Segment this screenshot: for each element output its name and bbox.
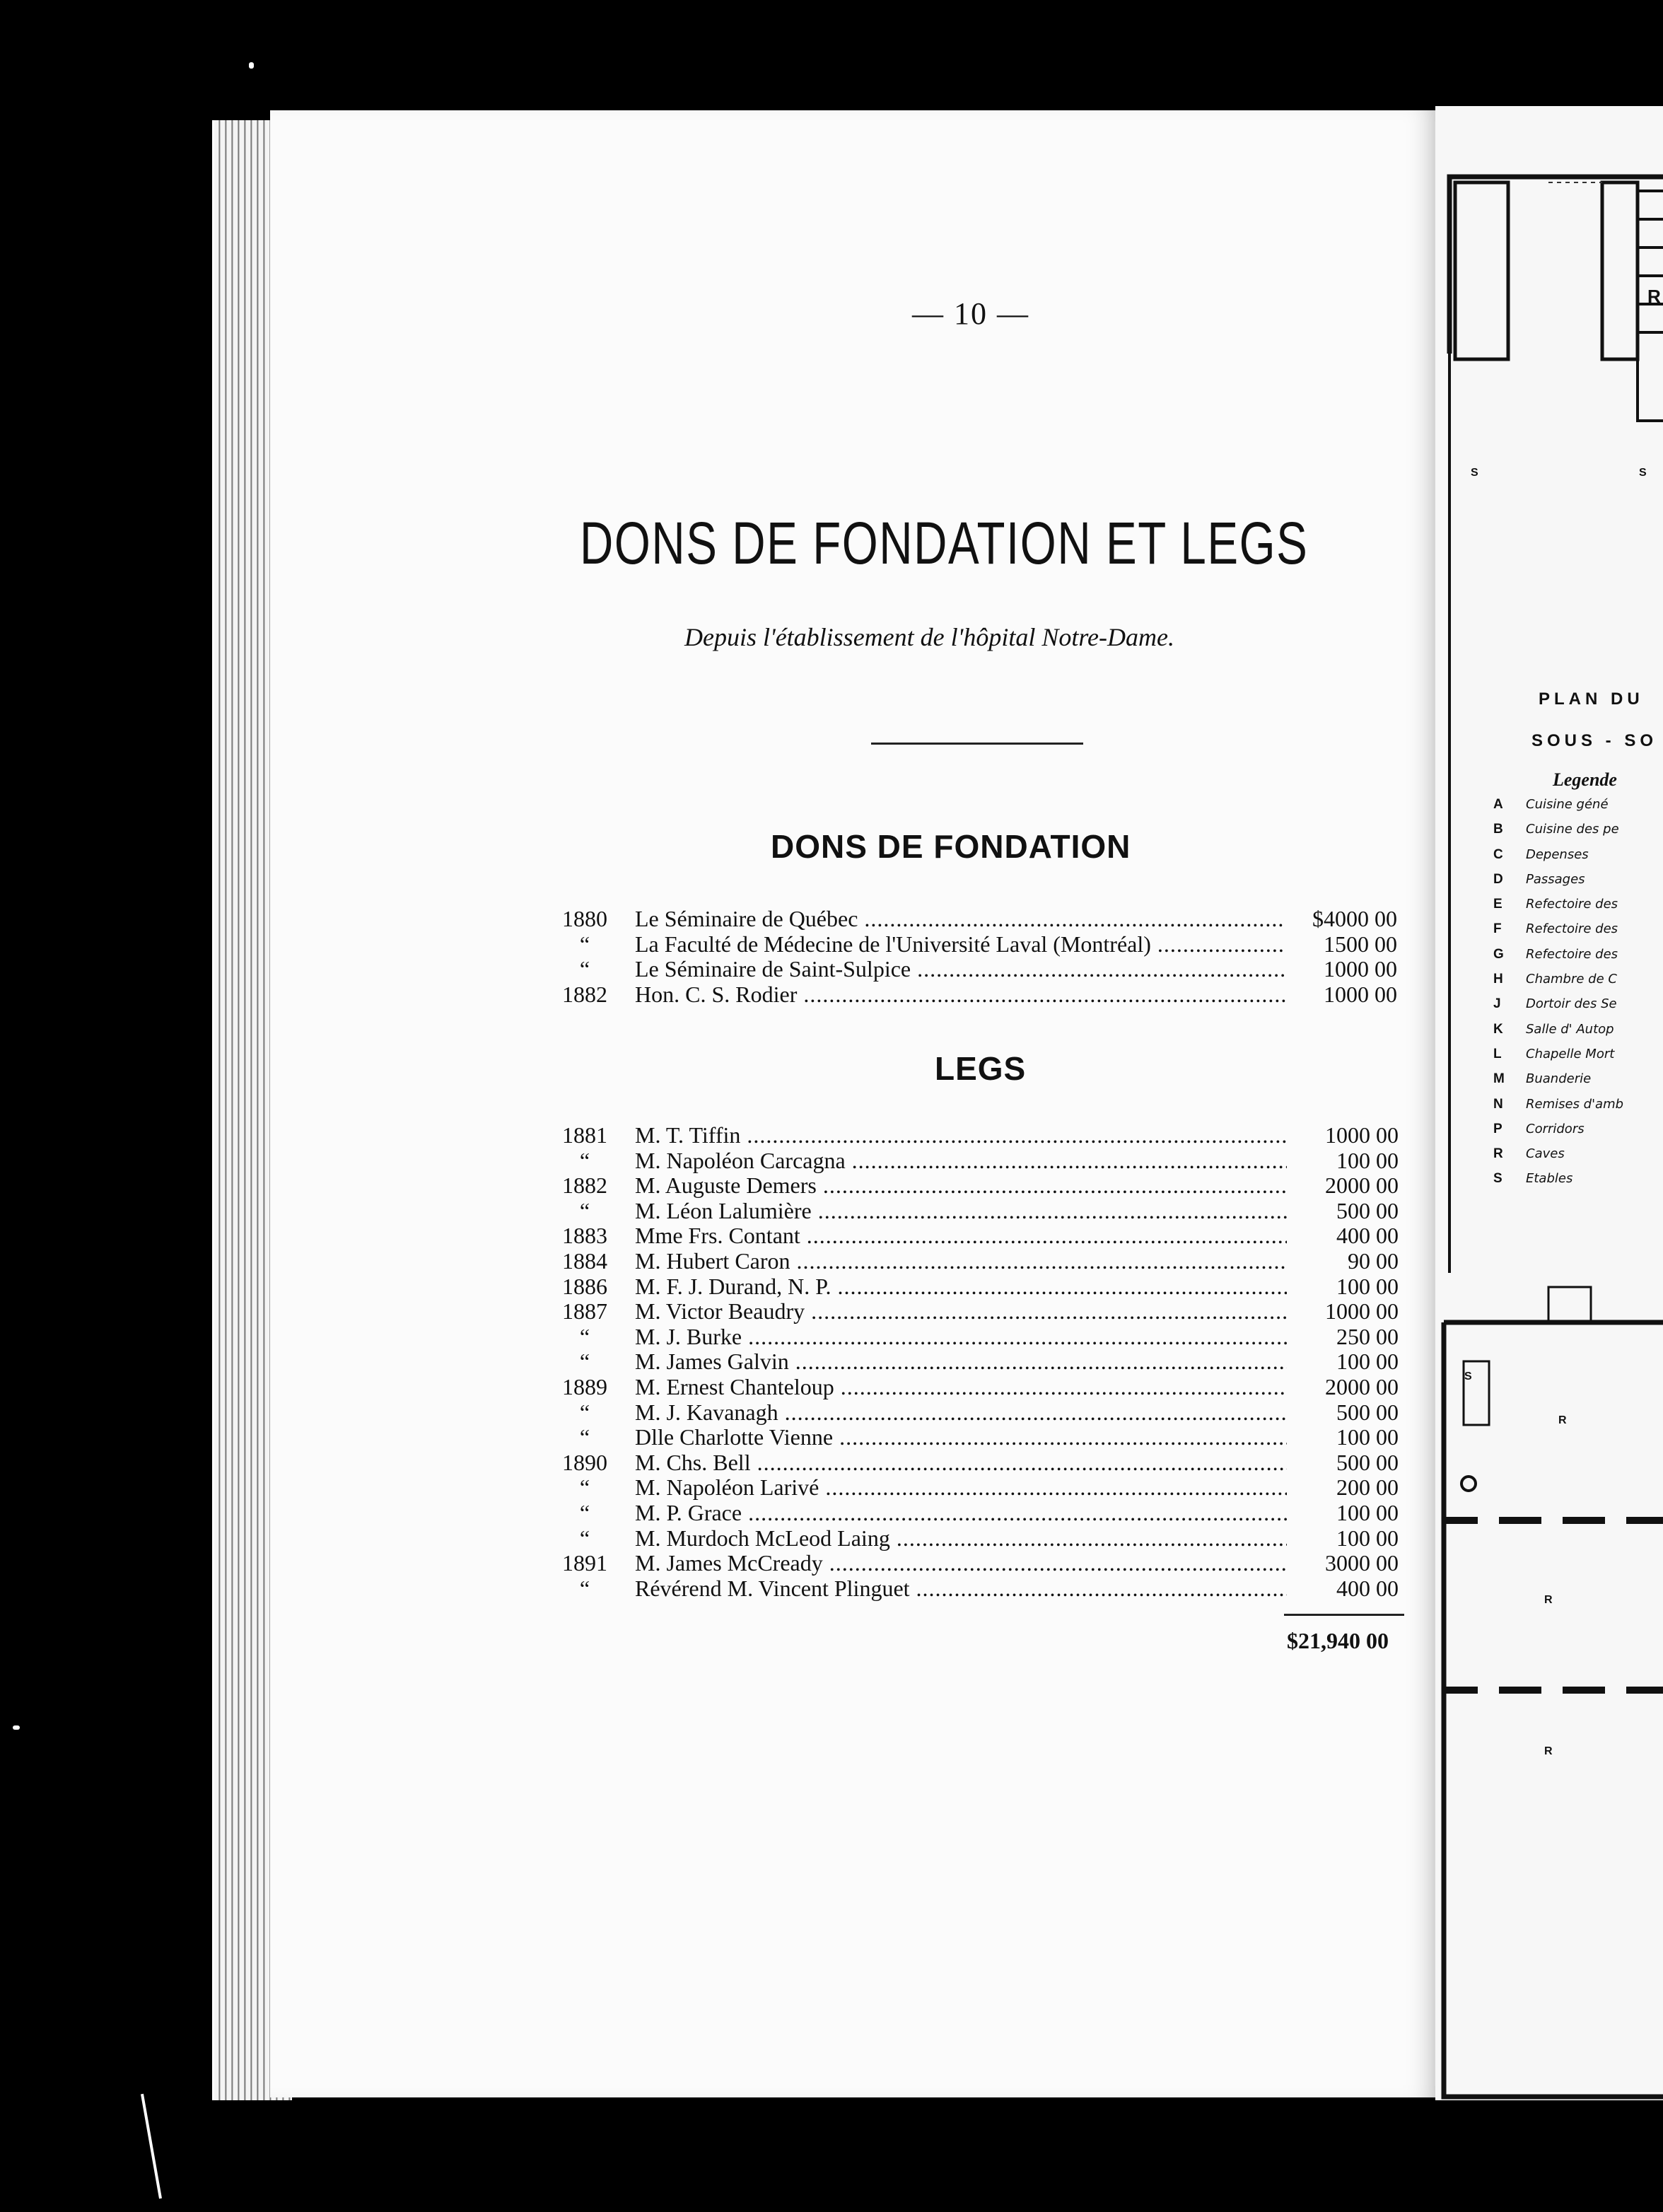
year: “ — [579, 1499, 590, 1525]
ledger-row — [559, 1551, 1407, 1576]
room-label: R — [1544, 1745, 1553, 1757]
legatee: M. Victor Beaudry ..... — [635, 1299, 1342, 1325]
legend-key: A — [1493, 797, 1503, 812]
year: 1886 — [562, 1273, 607, 1299]
legatee: M. James Galvin ..... — [635, 1349, 1342, 1375]
ledger-row — [559, 1325, 1407, 1350]
scan-speck — [13, 1725, 20, 1730]
legend-key: K — [1493, 1021, 1503, 1037]
legs-heading: LEGS — [935, 1050, 1027, 1087]
donor: La Faculté de Médecine de l'Université Laval (Montréal) ..... — [635, 932, 1352, 957]
legatee: M. James McCready ..... — [635, 1551, 1342, 1576]
year: “ — [579, 1349, 590, 1375]
amount: 400 00 — [1287, 1223, 1399, 1249]
legend-item — [1493, 942, 1663, 967]
ledger-row — [559, 932, 1407, 957]
ledger-row — [559, 1501, 1407, 1526]
amount: 2000 00 — [1287, 1375, 1399, 1400]
legend-item — [1493, 916, 1663, 941]
ledger-row — [559, 1299, 1407, 1325]
legend-item — [1493, 892, 1663, 916]
year: 1890 — [562, 1449, 607, 1475]
page-number: — 10 — — [912, 296, 1029, 331]
amount: 90 00 — [1287, 1249, 1399, 1274]
legend-text: Depenses — [1526, 846, 1589, 862]
legend-key: B — [1493, 822, 1503, 837]
legatee: M. Murdoch McLeod Laing ..... — [635, 1526, 1342, 1552]
amount: 2000 00 — [1287, 1173, 1399, 1199]
legatee: Révérend M. Vincent Plinguet ..... — [635, 1576, 1342, 1602]
legend-key: P — [1493, 1121, 1502, 1136]
amount: 250 00 — [1287, 1325, 1399, 1350]
legend-text: Refectoire des — [1526, 897, 1618, 912]
legatee: Mme Frs. Contant ..... — [635, 1223, 1342, 1249]
donor: Hon. C. S. Rodier ..... — [635, 982, 1352, 1008]
room-label: S — [1639, 467, 1647, 479]
legend-item — [1493, 1166, 1663, 1191]
legend-item — [1493, 1117, 1663, 1141]
legend-item — [1493, 817, 1663, 842]
amount: 500 00 — [1287, 1400, 1399, 1426]
amount: 100 00 — [1287, 1501, 1399, 1526]
legend-key: G — [1493, 946, 1504, 962]
legend-item — [1493, 1092, 1663, 1117]
ledger-row — [559, 1148, 1407, 1174]
ledger-row — [559, 1400, 1407, 1426]
amount: 3000 00 — [1287, 1551, 1399, 1576]
amount: 500 00 — [1287, 1450, 1399, 1476]
year: 1887 — [562, 1298, 607, 1325]
year: “ — [579, 1474, 590, 1501]
amount: 100 00 — [1287, 1526, 1399, 1552]
legend-key: L — [1493, 1046, 1502, 1061]
amount: 1000 00 — [1285, 957, 1397, 982]
page-subtitle: Depuis l'établissement de l'hôpital Notre-Dame. — [684, 623, 1174, 651]
amount: 400 00 — [1287, 1576, 1399, 1602]
legend-text: Remises d'amb — [1526, 1096, 1624, 1112]
amount: 100 00 — [1287, 1274, 1399, 1300]
legend-text: Chambre de C — [1526, 972, 1617, 987]
legatee: Dlle Charlotte Vienne ..... — [635, 1425, 1342, 1450]
legend-text: Refectoire des — [1526, 946, 1618, 962]
amount: 100 00 — [1287, 1148, 1399, 1174]
year: “ — [579, 1525, 590, 1551]
legend-text: Salle d' Autop — [1526, 1021, 1614, 1037]
ledger-row — [559, 1223, 1407, 1249]
dons-heading: DONS DE FONDATION — [771, 828, 1131, 865]
room-label: S — [1471, 467, 1478, 479]
year: 1882 — [562, 981, 607, 1007]
amount: 100 00 — [1287, 1425, 1399, 1450]
amount: 1500 00 — [1285, 932, 1397, 957]
plan-legend — [1493, 792, 1663, 1192]
legatee: M. Ernest Chanteloup ..... — [635, 1375, 1342, 1400]
plan-header: R — [1647, 286, 1661, 307]
legend-key: D — [1493, 871, 1503, 887]
legend-item — [1493, 991, 1663, 1016]
legatee: M. Hubert Caron ..... — [635, 1249, 1342, 1274]
ledger-row — [559, 982, 1407, 1008]
ledger-row — [559, 1349, 1407, 1375]
year: 1883 — [562, 1223, 607, 1249]
legend-text: Etables — [1526, 1171, 1573, 1187]
year: 1889 — [562, 1373, 607, 1399]
legatee: M. F. J. Durand, N. P. ..... — [635, 1274, 1342, 1300]
ledger-row — [559, 1274, 1407, 1300]
donor: Le Séminaire de Québec ..... — [635, 907, 1352, 932]
ledger-row — [559, 907, 1407, 932]
legend-item — [1493, 967, 1663, 991]
year: 1884 — [562, 1247, 607, 1274]
amount: 1000 00 — [1287, 1123, 1399, 1148]
legend-key: R — [1493, 1146, 1503, 1162]
ledger-row — [559, 1199, 1407, 1224]
legatee: M. Auguste Demers ..... — [635, 1173, 1342, 1199]
legs-ledger — [559, 1123, 1407, 1601]
ledger-row — [559, 1375, 1407, 1400]
donor: Le Séminaire de Saint-Sulpice ..... — [635, 957, 1352, 982]
legend-text: Corridors — [1526, 1121, 1585, 1136]
year: 1881 — [562, 1122, 607, 1148]
year: “ — [579, 1323, 590, 1349]
ledger-row — [559, 1249, 1407, 1274]
legend-text: Refectoire des — [1526, 921, 1618, 937]
book-page — [270, 110, 1444, 2097]
legatee: M. J. Kavanagh ..... — [635, 1400, 1342, 1426]
legend-text: Caves — [1526, 1146, 1565, 1162]
room-label: R — [1558, 1414, 1567, 1426]
year: “ — [579, 1575, 590, 1601]
ledger-row — [559, 1576, 1407, 1602]
legend-item — [1493, 1141, 1663, 1166]
legend-item — [1493, 1066, 1663, 1091]
legend-key: M — [1493, 1071, 1505, 1087]
legend-text: Buanderie — [1526, 1071, 1592, 1087]
ledger-row — [559, 1173, 1407, 1199]
plan-title: PLAN DU — [1539, 689, 1644, 709]
year: “ — [579, 1197, 590, 1223]
legend-item — [1493, 792, 1663, 817]
legend-text: Chapelle Mort — [1526, 1046, 1615, 1061]
scan-scratch — [141, 2094, 162, 2199]
year: “ — [579, 931, 590, 957]
amount: 1000 00 — [1285, 982, 1397, 1008]
legatee: M. Léon Lalumière ..... — [635, 1199, 1342, 1224]
year: 1880 — [562, 906, 607, 931]
ledger-row — [559, 1450, 1407, 1476]
legend-text: Dortoir des Se — [1526, 996, 1617, 1012]
legend-item — [1493, 842, 1663, 867]
legend-key: J — [1493, 996, 1501, 1012]
legatee: M. T. Tiffin ..... — [635, 1123, 1342, 1148]
legatee: M. Napoléon Carcagna ..... — [635, 1148, 1342, 1174]
legatee: M. Chs. Bell ..... — [635, 1450, 1342, 1476]
legend-item — [1493, 867, 1663, 892]
legend-key: F — [1493, 921, 1502, 937]
room-label: R — [1544, 1594, 1553, 1606]
year: “ — [579, 1424, 590, 1450]
divider-rule — [871, 743, 1083, 745]
year: 1882 — [562, 1172, 607, 1199]
legend-item — [1493, 1042, 1663, 1066]
year: “ — [579, 1399, 590, 1425]
year: “ — [579, 956, 590, 982]
legatee: M. J. Burke ..... — [635, 1325, 1342, 1350]
legend-title: Legende — [1553, 769, 1617, 790]
total-rule — [1284, 1614, 1404, 1616]
amount: 500 00 — [1287, 1199, 1399, 1224]
legatee: M. P. Grace ..... — [635, 1501, 1342, 1526]
plan-subtitle: SOUS - SO — [1531, 731, 1658, 750]
amount: 1000 00 — [1287, 1299, 1399, 1325]
ledger-row — [559, 1123, 1407, 1148]
legatee: M. Napoléon Larivé ..... — [635, 1475, 1342, 1501]
total-amount: $21,940 00 — [1287, 1628, 1389, 1653]
legend-item — [1493, 1017, 1663, 1042]
legend-text: Cuisine des pe — [1526, 822, 1619, 837]
ledger-row — [559, 1425, 1407, 1450]
year: 1891 — [562, 1550, 607, 1576]
legend-key: S — [1493, 1171, 1502, 1187]
amount: 100 00 — [1287, 1349, 1399, 1375]
dons-ledger — [559, 907, 1407, 1007]
ledger-row — [559, 1475, 1407, 1501]
amount: 200 00 — [1287, 1475, 1399, 1501]
legend-text: Passages — [1526, 871, 1585, 887]
legend-key: H — [1493, 972, 1503, 987]
page-title: DONS DE FONDATION ET LEGS — [580, 510, 1309, 576]
legend-text: Cuisine géné — [1526, 797, 1609, 812]
ledger-row — [559, 1526, 1407, 1552]
legend-key: N — [1493, 1096, 1503, 1112]
scan-speck — [249, 62, 254, 69]
ledger-row — [559, 957, 1407, 982]
amount: $4000 00 — [1285, 907, 1397, 932]
legend-key: E — [1493, 897, 1502, 912]
year: “ — [579, 1147, 590, 1173]
legend-key: C — [1493, 846, 1503, 862]
room-label: S — [1464, 1370, 1472, 1382]
